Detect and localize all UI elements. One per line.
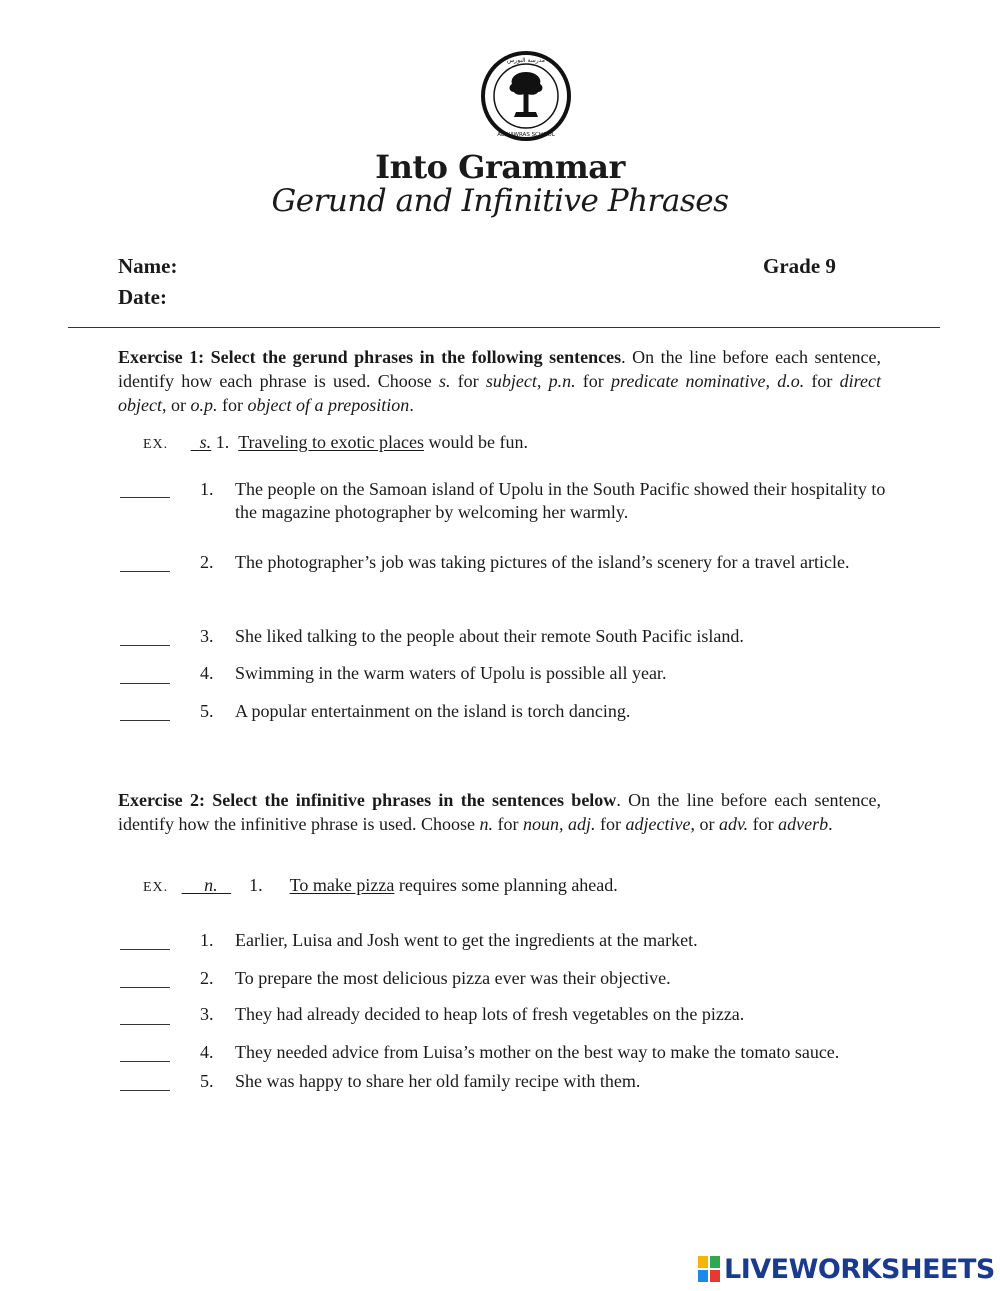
item-number: 5. <box>200 701 214 721</box>
item-number: 2. <box>200 552 214 572</box>
exercise1-sentence: Swimming in the warm waters of Upolu is possible all year. <box>235 663 667 683</box>
exercise1-sentence: She liked talking to the people about their remote South Pacific island. <box>235 626 744 646</box>
item-number: 1. <box>200 479 214 499</box>
svg-text:مدرسة النورس: مدرسة النورس <box>506 57 546 64</box>
liveworksheets-logo <box>698 1254 995 1284</box>
answer-blank[interactable] <box>120 1024 170 1025</box>
item-number: 3. <box>200 1004 214 1024</box>
item-number: 4. <box>200 663 214 683</box>
item-number: 2. <box>200 968 214 988</box>
liveworksheets-wordmark: LIVEWORKSHEETS <box>724 1253 995 1285</box>
answer-blank[interactable] <box>120 645 170 646</box>
exercise1-sentence: The photographer’s job was taking pictures of the island’s scenery for a travel article. <box>235 552 850 572</box>
answer-blank[interactable] <box>120 497 170 498</box>
exercise2-instructions: Exercise 2: Select the infinitive phrases in the sentences below. On the line before each sentence, identify how the infinitive phrase is used. Choose n. for noun, adj. for adjective, or adv. for adverb. <box>118 790 881 834</box>
exercise1-example: EX. s. 1. Traveling to exotic places would be fun. <box>143 432 528 452</box>
grade-label: Grade 9 <box>763 254 836 278</box>
item-number: 1. <box>200 930 214 950</box>
exercise1-sentence: The people on the Samoan island of Upolu in the South Pacific showed their hospitality to the magazine photographer by welcoming her warmly. <box>235 479 886 522</box>
item-number: 5. <box>200 1071 214 1091</box>
item-number: 3. <box>200 626 214 646</box>
answer-blank[interactable] <box>120 949 170 950</box>
page-subtitle: Gerund and Infinitive Phrases <box>271 183 729 219</box>
answer-blank[interactable] <box>120 720 170 721</box>
date-label: Date: <box>118 285 167 309</box>
exercise1-sentence: A popular entertainment on the island is torch dancing. <box>235 701 631 721</box>
answer-blank[interactable] <box>120 571 170 572</box>
answer-blank[interactable] <box>120 1061 170 1062</box>
answer-blank[interactable] <box>120 683 170 684</box>
exercise2-sentence: Earlier, Luisa and Josh went to get the ingredients at the market. <box>235 930 698 950</box>
exercise2-sentence: To prepare the most delicious pizza ever was their objective. <box>235 968 671 988</box>
liveworksheets-icon <box>698 1256 722 1282</box>
exercise2-sentence: They needed advice from Luisa’s mother on the best way to make the tomato sauce. <box>235 1042 840 1062</box>
svg-text:AL-NAWRAS SCHOOL: AL-NAWRAS SCHOOL <box>497 132 555 138</box>
school-logo <box>480 50 572 142</box>
page-title: Into Grammar <box>375 148 625 186</box>
exercise1-instructions: Exercise 1: Select the gerund phrases in the following sentences. On the line before each sentence, identify how each phrase is used. Choose s. for subject, p.n. for predicate nominative, d.o. for direct object, or o.p. for object of a preposition. <box>118 347 881 415</box>
item-number: 4. <box>200 1042 214 1062</box>
name-label: Name: <box>118 254 178 278</box>
exercise2-example: EX. n. 1. To make pizza requires some planning ahead. <box>143 875 618 895</box>
exercise2-sentence: They had already decided to heap lots of fresh vegetables on the pizza. <box>235 1004 745 1024</box>
answer-blank[interactable] <box>120 987 170 988</box>
header-divider <box>68 327 940 328</box>
exercise2-sentence: She was happy to share her old family recipe with them. <box>235 1071 641 1091</box>
answer-blank[interactable] <box>120 1090 170 1091</box>
